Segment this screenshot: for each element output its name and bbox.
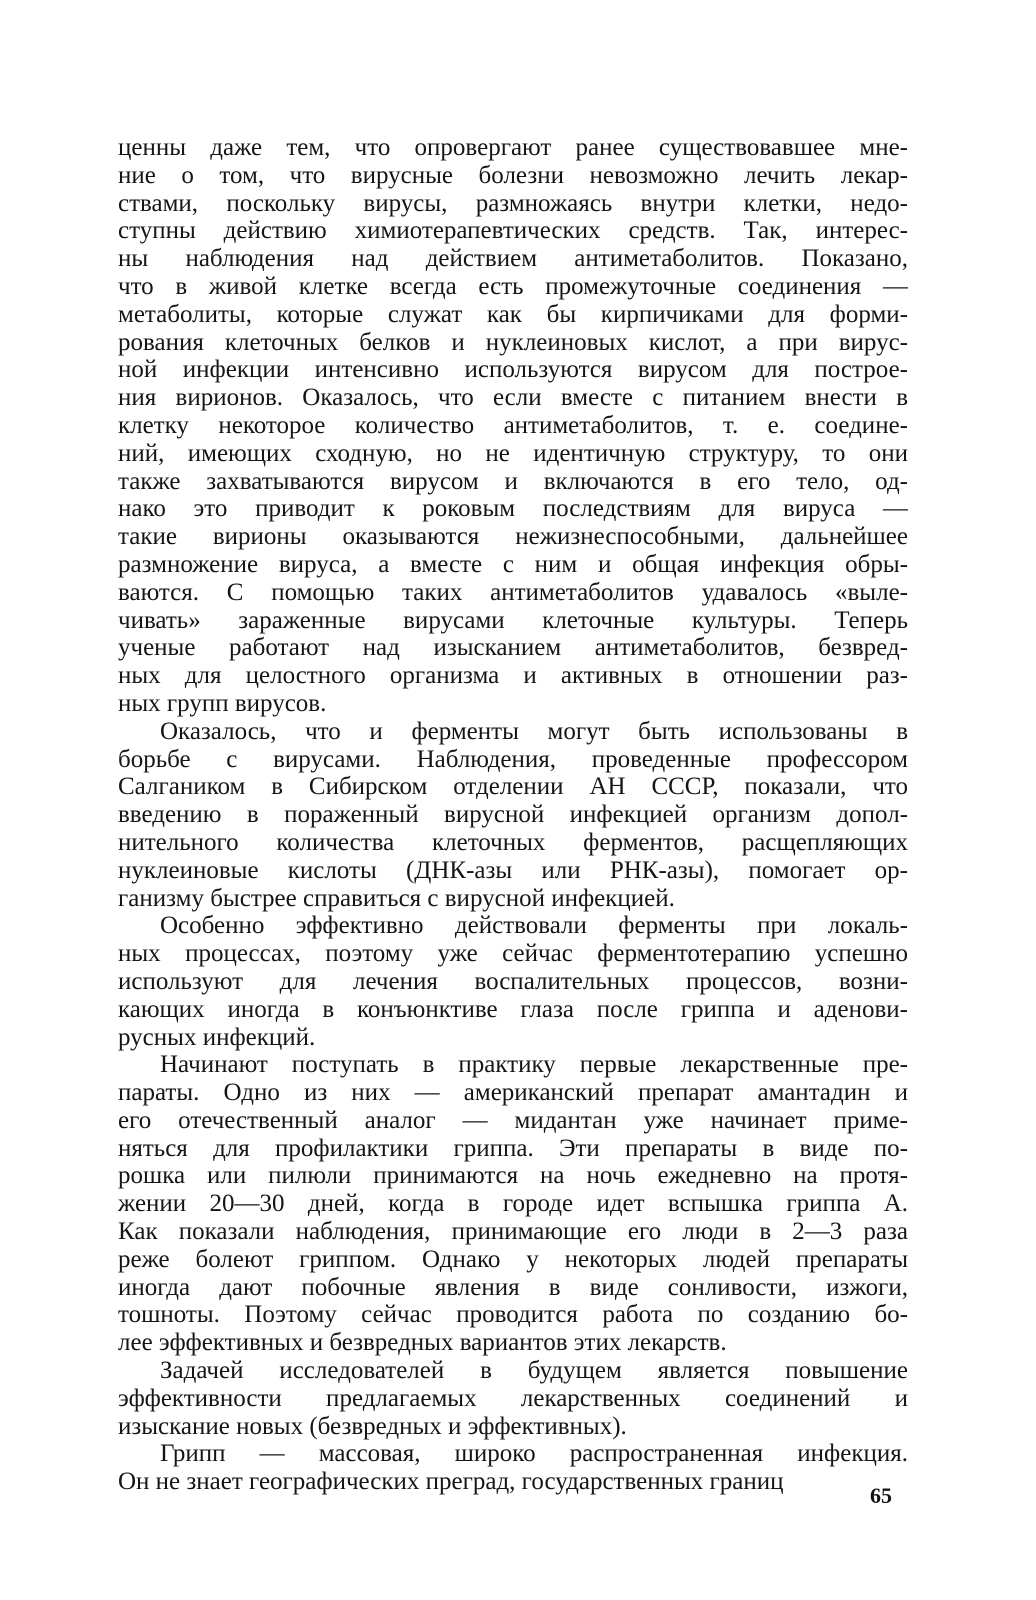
text-line: жении 20—30 дней, когда в городе идет вспышка гриппа А. bbox=[118, 1190, 908, 1218]
text-line: изыскание новых (безвредных и эффективных). bbox=[118, 1412, 627, 1440]
text-line: борьбе с вирусами. Наблюдения, проведенные профессором bbox=[118, 745, 908, 773]
text-line: размножение вируса, а вместе с ним и общая инфекция обры- bbox=[118, 550, 908, 578]
paragraph bbox=[118, 718, 908, 913]
paragraph bbox=[118, 912, 908, 1051]
text-line: ний, имеющих сходную, но не идентичную структуру, то они bbox=[118, 439, 908, 467]
text-line: ваются. С помощью таких антиметаболитов удавалось «выле- bbox=[118, 578, 908, 606]
text-line: Как показали наблюдения, принимающие его люди в 2—3 раза bbox=[118, 1218, 908, 1246]
text-line: также захватываются вирусом и включаются в его тело, од- bbox=[118, 467, 908, 495]
text-line: его отечественный аналог — мидантан уже начинает приме- bbox=[118, 1106, 908, 1134]
text-line: кающих иногда в конъюнктиве глаза после гриппа и аденови- bbox=[118, 995, 908, 1023]
paragraph bbox=[118, 1051, 908, 1357]
text-line: Грипп — массовая, широко распространенная инфекция. bbox=[160, 1440, 908, 1468]
text-line: введению в пораженный вирусной инфекцией организм допол- bbox=[118, 801, 908, 829]
text-line: ных процессах, поэтому уже сейчас ферментотерапию успешно bbox=[118, 940, 908, 968]
text-line: ступны действию химиотерапевтических средств. Так, интерес- bbox=[118, 217, 908, 245]
paragraph bbox=[118, 134, 908, 718]
text-line: Начинают поступать в практику первые лекарственные пре- bbox=[160, 1051, 908, 1079]
text-line: ученые работают над изысканием антиметаболитов, безвред- bbox=[118, 634, 908, 662]
text-line: Особенно эффективно действовали ферменты при локаль- bbox=[160, 912, 908, 940]
text-line: клетку некоторое количество антиметаболитов, т. е. соедине- bbox=[118, 411, 908, 439]
paragraph bbox=[118, 1357, 908, 1440]
text-line: Оказалось, что и ферменты могут быть использованы в bbox=[160, 717, 908, 745]
text-line: реже болеют гриппом. Однако у некоторых людей препараты bbox=[118, 1245, 908, 1273]
body-text bbox=[118, 134, 908, 1496]
text-line: метаболиты, которые служат как бы кирпичиками для форми- bbox=[118, 300, 908, 328]
page-number: 65 bbox=[870, 1483, 892, 1508]
text-line: чивать» зараженные вирусами клеточные культуры. Теперь bbox=[118, 606, 908, 634]
text-line: эффективности предлагаемых лекарственных соединений и bbox=[118, 1384, 908, 1412]
text-line: русных инфекций. bbox=[118, 1023, 316, 1051]
text-line: нуклеиновые кислоты (ДНК-азы или РНК-азы), помогает ор- bbox=[118, 856, 908, 884]
text-line: ных для целостного организма и активных в отношении раз- bbox=[118, 662, 908, 690]
text-line: что в живой клетке всегда есть промежуточные соединения — bbox=[118, 272, 908, 300]
text-line: рования клеточных белков и нуклеиновых кислот, а при вирус- bbox=[118, 328, 908, 356]
text-line: Салгаником в Сибирском отделении АН СССР, показали, что bbox=[118, 773, 908, 801]
text-line: тошноты. Поэтому сейчас проводится работа по созданию бо- bbox=[118, 1301, 908, 1329]
paragraph bbox=[118, 1440, 908, 1496]
text-line: используют для лечения воспалительных процессов, возни- bbox=[118, 967, 908, 995]
text-line: такие вирионы оказываются нежизнеспособными, дальнейшее bbox=[118, 523, 908, 551]
text-line: параты. Одно из них — американский препарат амантадин и bbox=[118, 1079, 908, 1107]
text-line: лее эффективных и безвредных вариантов этих лекарств. bbox=[118, 1329, 727, 1357]
text-line: ствами, поскольку вирусы, размножаясь внутри клетки, недо- bbox=[118, 189, 908, 217]
text-line: Он не знает географических преград, государственных границ bbox=[118, 1468, 784, 1496]
text-line: нительного количества клеточных ферментов, расщепляющих bbox=[118, 828, 908, 856]
text-line: рошка или пилюли принимаются на ночь ежедневно на протя- bbox=[118, 1162, 908, 1190]
text-line: иногда дают побочные явления в виде сонливости, изжоги, bbox=[118, 1273, 908, 1301]
text-line: ния вирионов. Оказалось, что если вместе с питанием внести в bbox=[118, 384, 908, 412]
text-line: ных групп вирусов. bbox=[118, 689, 327, 717]
text-line: ны наблюдения над действием антиметаболитов. Показано, bbox=[118, 245, 908, 273]
text-line: ценны даже тем, что опровергают ранее существовавшее мне- bbox=[118, 134, 908, 161]
text-line: ние о том, что вирусные болезни невозможно лечить лекар- bbox=[118, 161, 908, 189]
text-line: ганизму быстрее справиться с вирусной инфекцией. bbox=[118, 884, 675, 912]
text-line: Задачей исследователей в будущем является повышение bbox=[160, 1357, 908, 1385]
text-line: няться для профилактики гриппа. Эти препараты в виде по- bbox=[118, 1134, 908, 1162]
text-line: нако это приводит к роковым последствиям для вируса — bbox=[118, 495, 908, 523]
text-line: ной инфекции интенсивно используются вирусом для построе- bbox=[118, 356, 908, 384]
